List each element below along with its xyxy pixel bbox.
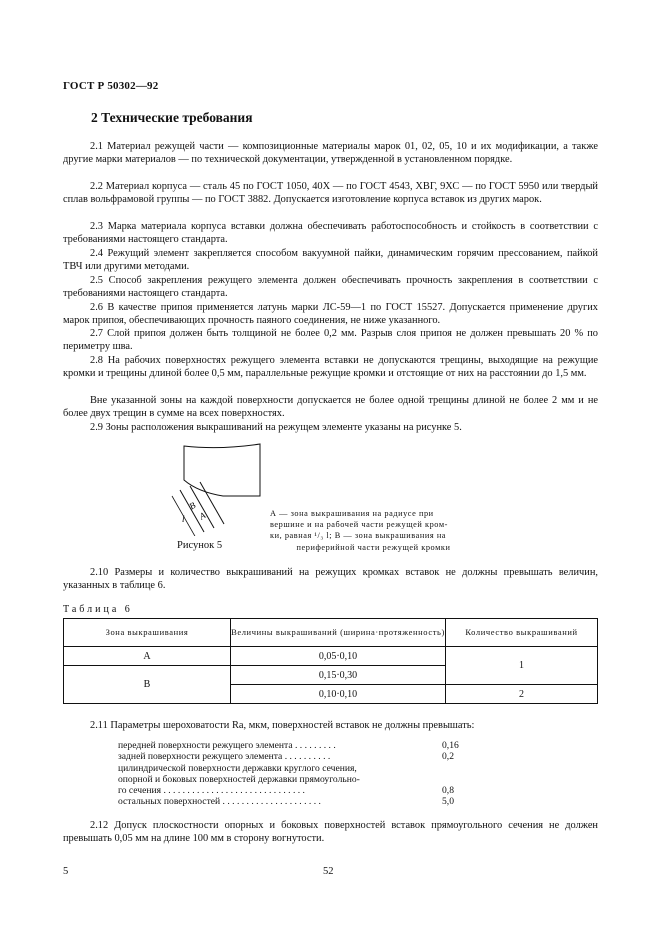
paragraph-cracks: Вне указанной зоны на каждой поверхности допускается не более одной трещины длиной не более 2 мм и не более двух трещин в сумме на всех поверхностях. [63, 395, 598, 419]
paragraph-2-11: 2.11 Параметры шероховатости Rа, мкм, поверхностей вставок не должны превышать: [90, 720, 475, 731]
roughness-label: остальных поверхностей . . . . . . . . . . . . . . . . . . . . . [118, 796, 321, 808]
paragraph-2-2: 2.2 Материал корпуса — сталь 45 по ГОСТ 1050, 40Х — по ГОСТ 4543, ХВГ, 9ХС — по ГОСТ 5950 или твердый сплав вольфрамовой группы — по ГОСТ 3882. Допускается изготовление корпуса вставок из других марок. [63, 181, 598, 205]
section-title: 2 Технические требования [91, 110, 253, 125]
figure-note-line-4: периферийной части режущей кромки [296, 542, 451, 552]
paragraph-2-10: 2.10 Размеры и количество выкрашиваний на режущих кромках вставок не должны превышать величин, указанных в таблице 6. [63, 567, 598, 591]
roughness-label: цилиндрической поверхности державки круглого сечения, [118, 762, 357, 774]
roughness-list [118, 740, 563, 808]
cell-size-a: 0,05·0,10 [231, 647, 446, 666]
insert-outline [184, 444, 260, 496]
roughness-row [118, 785, 563, 796]
cell-count-1: 1 [446, 647, 598, 685]
figure-label-a: А [197, 510, 208, 522]
left-page-number: 5 [63, 866, 69, 877]
roughness-row [118, 740, 563, 751]
table-6 [63, 618, 598, 704]
paragraph-2-7: 2.7 Слой припоя должен быть толщиной не более 0,2 мм. Разрыв слоя припоя не должен превышать 20 % по периметру шва. [63, 328, 598, 352]
roughness-row [118, 751, 563, 762]
figure-note [270, 508, 477, 553]
figure-note-line-1: А — зона выкрашивания на радиусе при [270, 509, 434, 518]
roughness-value: 5,0 [442, 796, 454, 808]
roughness-row [118, 763, 563, 774]
document-header: ГОСТ Р 50302—92 [63, 80, 159, 92]
paragraph-2-12: 2.12 Допуск плоскостности опорных и боковых поверхностей вставок прямоугольного сечения не должен превышать 0,05 мм на длине 100 мм в сторону вогнутости. [63, 820, 598, 844]
table-6-title: Таблица 6 [63, 604, 133, 615]
paragraph-2-3: 2.3 Марка материала корпуса вставки должна обеспечивать работоспособность и стойкость в соответствии с требованиями настоящего стандарта. [63, 221, 598, 245]
figure-5-drawing [160, 440, 270, 536]
page-number: 52 [323, 866, 334, 877]
paragraph-2-9: 2.9 Зоны расположения выкрашиваний на режущем элементе указаны на рисунке 5. [90, 422, 462, 433]
roughness-value: 0,2 [442, 751, 454, 763]
paragraph-2-4: 2.4 Режущий элемент закрепляется способом вакуумной пайки, динамическим горячим прессованием, пайкой ТВЧ или другими методами. [63, 248, 598, 272]
roughness-value: 0,8 [442, 785, 454, 797]
paragraph-2-8: 2.8 На рабочих поверхностях режущего элемента вставки не допускаются трещины, выходящие на режущие кромки и трещины длиной более 0,5 мм, параллельные режущие кромки и отстоящие от них на расстоянии до 1,5 мм. [63, 355, 598, 379]
header-size: Величины выкрашиваний (ширина·протяженность) [231, 619, 446, 647]
cell-count-2: 2 [446, 685, 598, 704]
cell-zone-a: А [64, 647, 231, 666]
header-count: Количество выкрашиваний [446, 619, 598, 647]
paragraph-2-1: 2.1 Материал режущей части — композиционные материалы марок 01, 02, 05, 10 и их модификации, а также другие марки материалов — по технической документации, утвержденной в установленном порядке. [63, 141, 598, 165]
roughness-label: задней поверхности режущего элемента . . . . . . . . . . [118, 751, 331, 763]
cell-size-b2: 0,10·0,10 [231, 685, 446, 704]
roughness-label: го сечения . . . . . . . . . . . . . . . . . . . . . . . . . . . . . . [118, 785, 305, 797]
figure-label-b: В [187, 500, 198, 512]
figure-note-line-3: ки, равная ¹/₃ l; В — зона выкрашивания на [270, 531, 447, 541]
roughness-label: передней поверхности режущего элемента . . . . . . . . . [118, 740, 336, 751]
header-zone: Зона выкрашивания [64, 619, 231, 647]
figure-label-l: l [182, 514, 185, 524]
roughness-row [118, 774, 563, 785]
roughness-value: 0,16 [442, 740, 459, 751]
roughness-label: опорной и боковых поверхностей державки прямоугольно- [118, 773, 360, 785]
figure-note-line-2: вершине и на рабочей части режущей кром- [270, 520, 448, 530]
cell-size-b1: 0,15·0,30 [231, 666, 446, 685]
paragraph-2-5: 2.5 Способ закрепления режущего элемента должен обеспечивать прочность закрепления в соответствии с требованиями настоящего стандарта. [63, 275, 598, 299]
figure-caption: Рисунок 5 [177, 540, 223, 551]
roughness-row [118, 796, 563, 807]
cell-zone-b: В [64, 666, 231, 704]
paragraph-2-6: 2.6 В качестве припоя применяется латунь марки ЛС-59—1 по ГОСТ 15527. Допускается применение других марок припоя, обеспечивающих прочность паяного соединения, не ниже указанного. [63, 302, 598, 326]
